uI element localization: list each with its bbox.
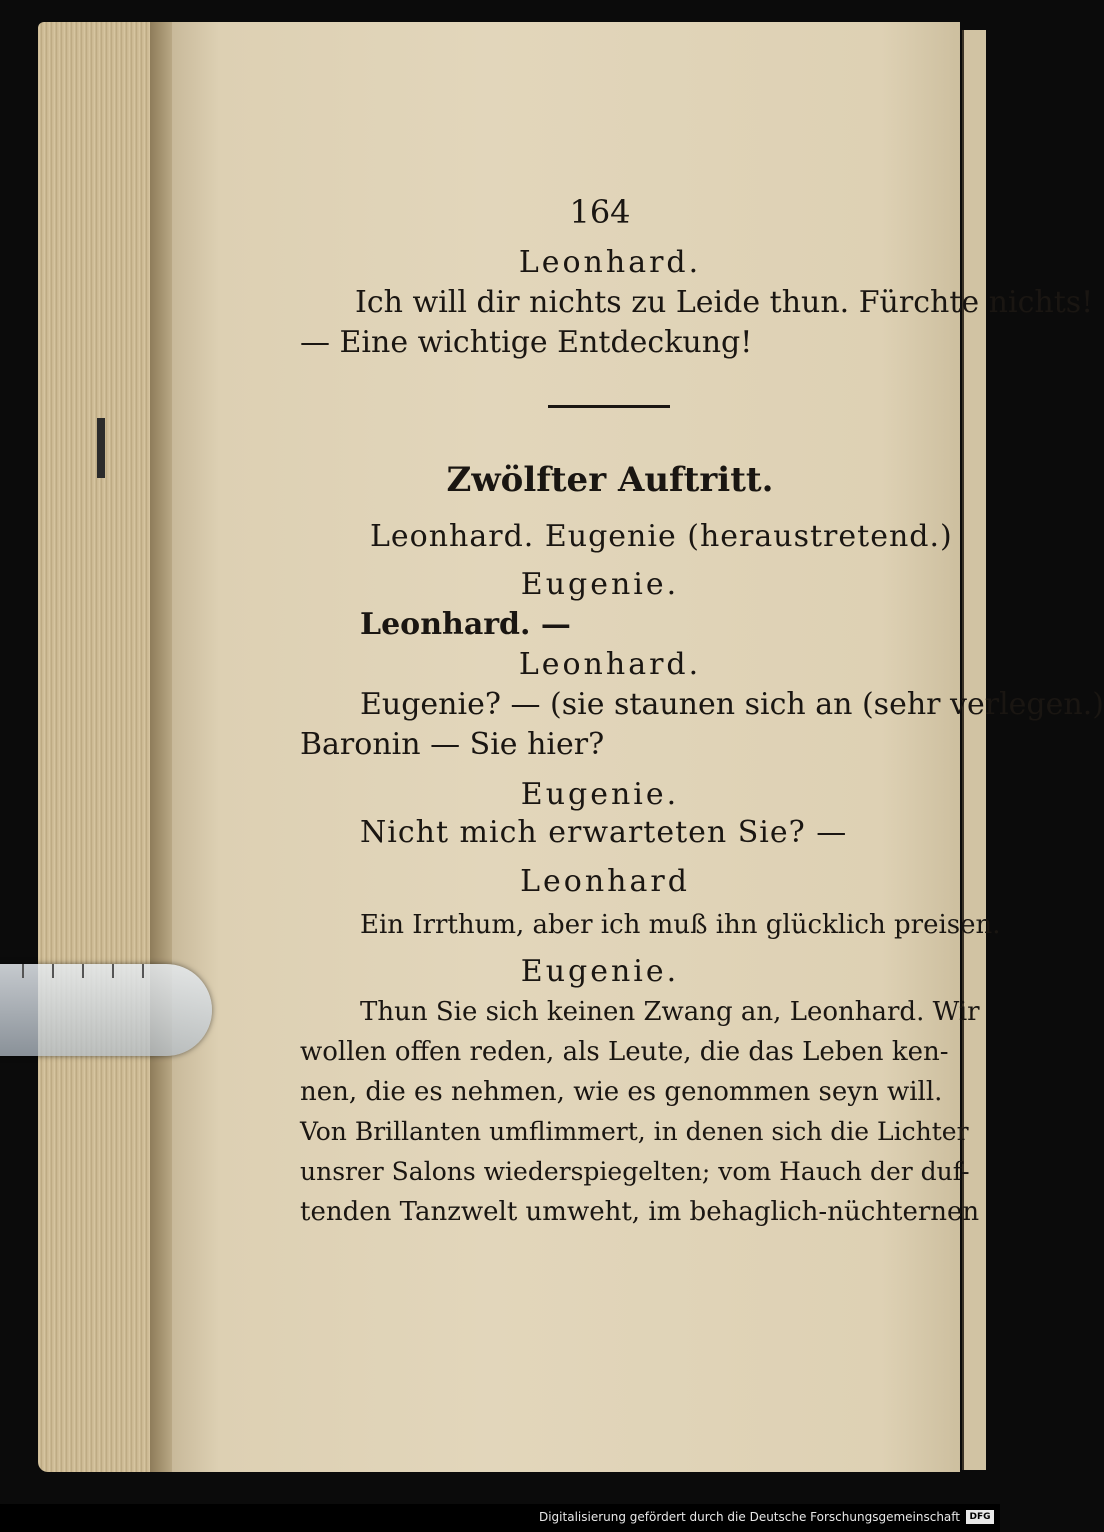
section-divider xyxy=(548,405,670,408)
speaker-name: Eugenie. xyxy=(520,954,680,989)
speaker-name: Eugenie. xyxy=(520,777,680,812)
reading-guide-ruler xyxy=(0,964,212,1056)
dialogue-line: Eugenie? — (sie staunen sich an (sehr verlegen.) xyxy=(360,687,1104,722)
dfg-logo: DFG xyxy=(966,1510,994,1524)
dialogue-line: tenden Tanzwelt umweht, im behaglich-nüchternen xyxy=(300,1197,980,1227)
dialogue-line: — Eine wichtige Entdeckung! xyxy=(300,325,753,360)
dialogue-line: Ein Irrthum, aber ich muß ihn glücklich preisen. xyxy=(360,910,1001,940)
speaker-name: Leonhard xyxy=(520,864,690,899)
bookmark-strip xyxy=(97,418,105,478)
scene-heading: Zwölfter Auftritt. xyxy=(446,460,774,500)
dialogue-line: wollen offen reden, als Leute, die das Leben ken- xyxy=(300,1037,949,1067)
dialogue-line: Thun Sie sich keinen Zwang an, Leonhard. Wir xyxy=(360,997,980,1027)
dialogue-line: nen, die es nehmen, wie es genommen seyn will. xyxy=(300,1077,943,1107)
dialogue-line: Leonhard. — xyxy=(360,607,571,642)
stage-direction: Leonhard. Eugenie (heraustretend.) xyxy=(370,519,953,554)
page-number: 164 xyxy=(569,193,631,231)
dialogue-line: Baronin — Sie hier? xyxy=(300,727,605,762)
footer-bar xyxy=(0,1504,1000,1532)
speaker-name: Leonhard. xyxy=(518,647,702,682)
funding-credit: Digitalisierung gefördert durch die Deutsche Forschungsgemeinschaft xyxy=(538,1510,960,1524)
speaker-name: Leonhard. xyxy=(518,245,702,280)
dialogue-line: unsrer Salons wiederspiegelten; vom Hauch der duf- xyxy=(300,1157,970,1186)
speaker-name: Eugenie. xyxy=(520,567,680,602)
dialogue-line: Von Brillanten umflimmert, in denen sich die Lichter xyxy=(300,1117,969,1146)
book-page-edges xyxy=(38,22,166,1472)
facing-page-edge xyxy=(962,30,986,1470)
dialogue-line: Ich will dir nichts zu Leide thun. Fürchte nichts! xyxy=(355,285,1094,320)
dialogue-line: Nicht mich erwarteten Sie? — xyxy=(360,815,848,850)
